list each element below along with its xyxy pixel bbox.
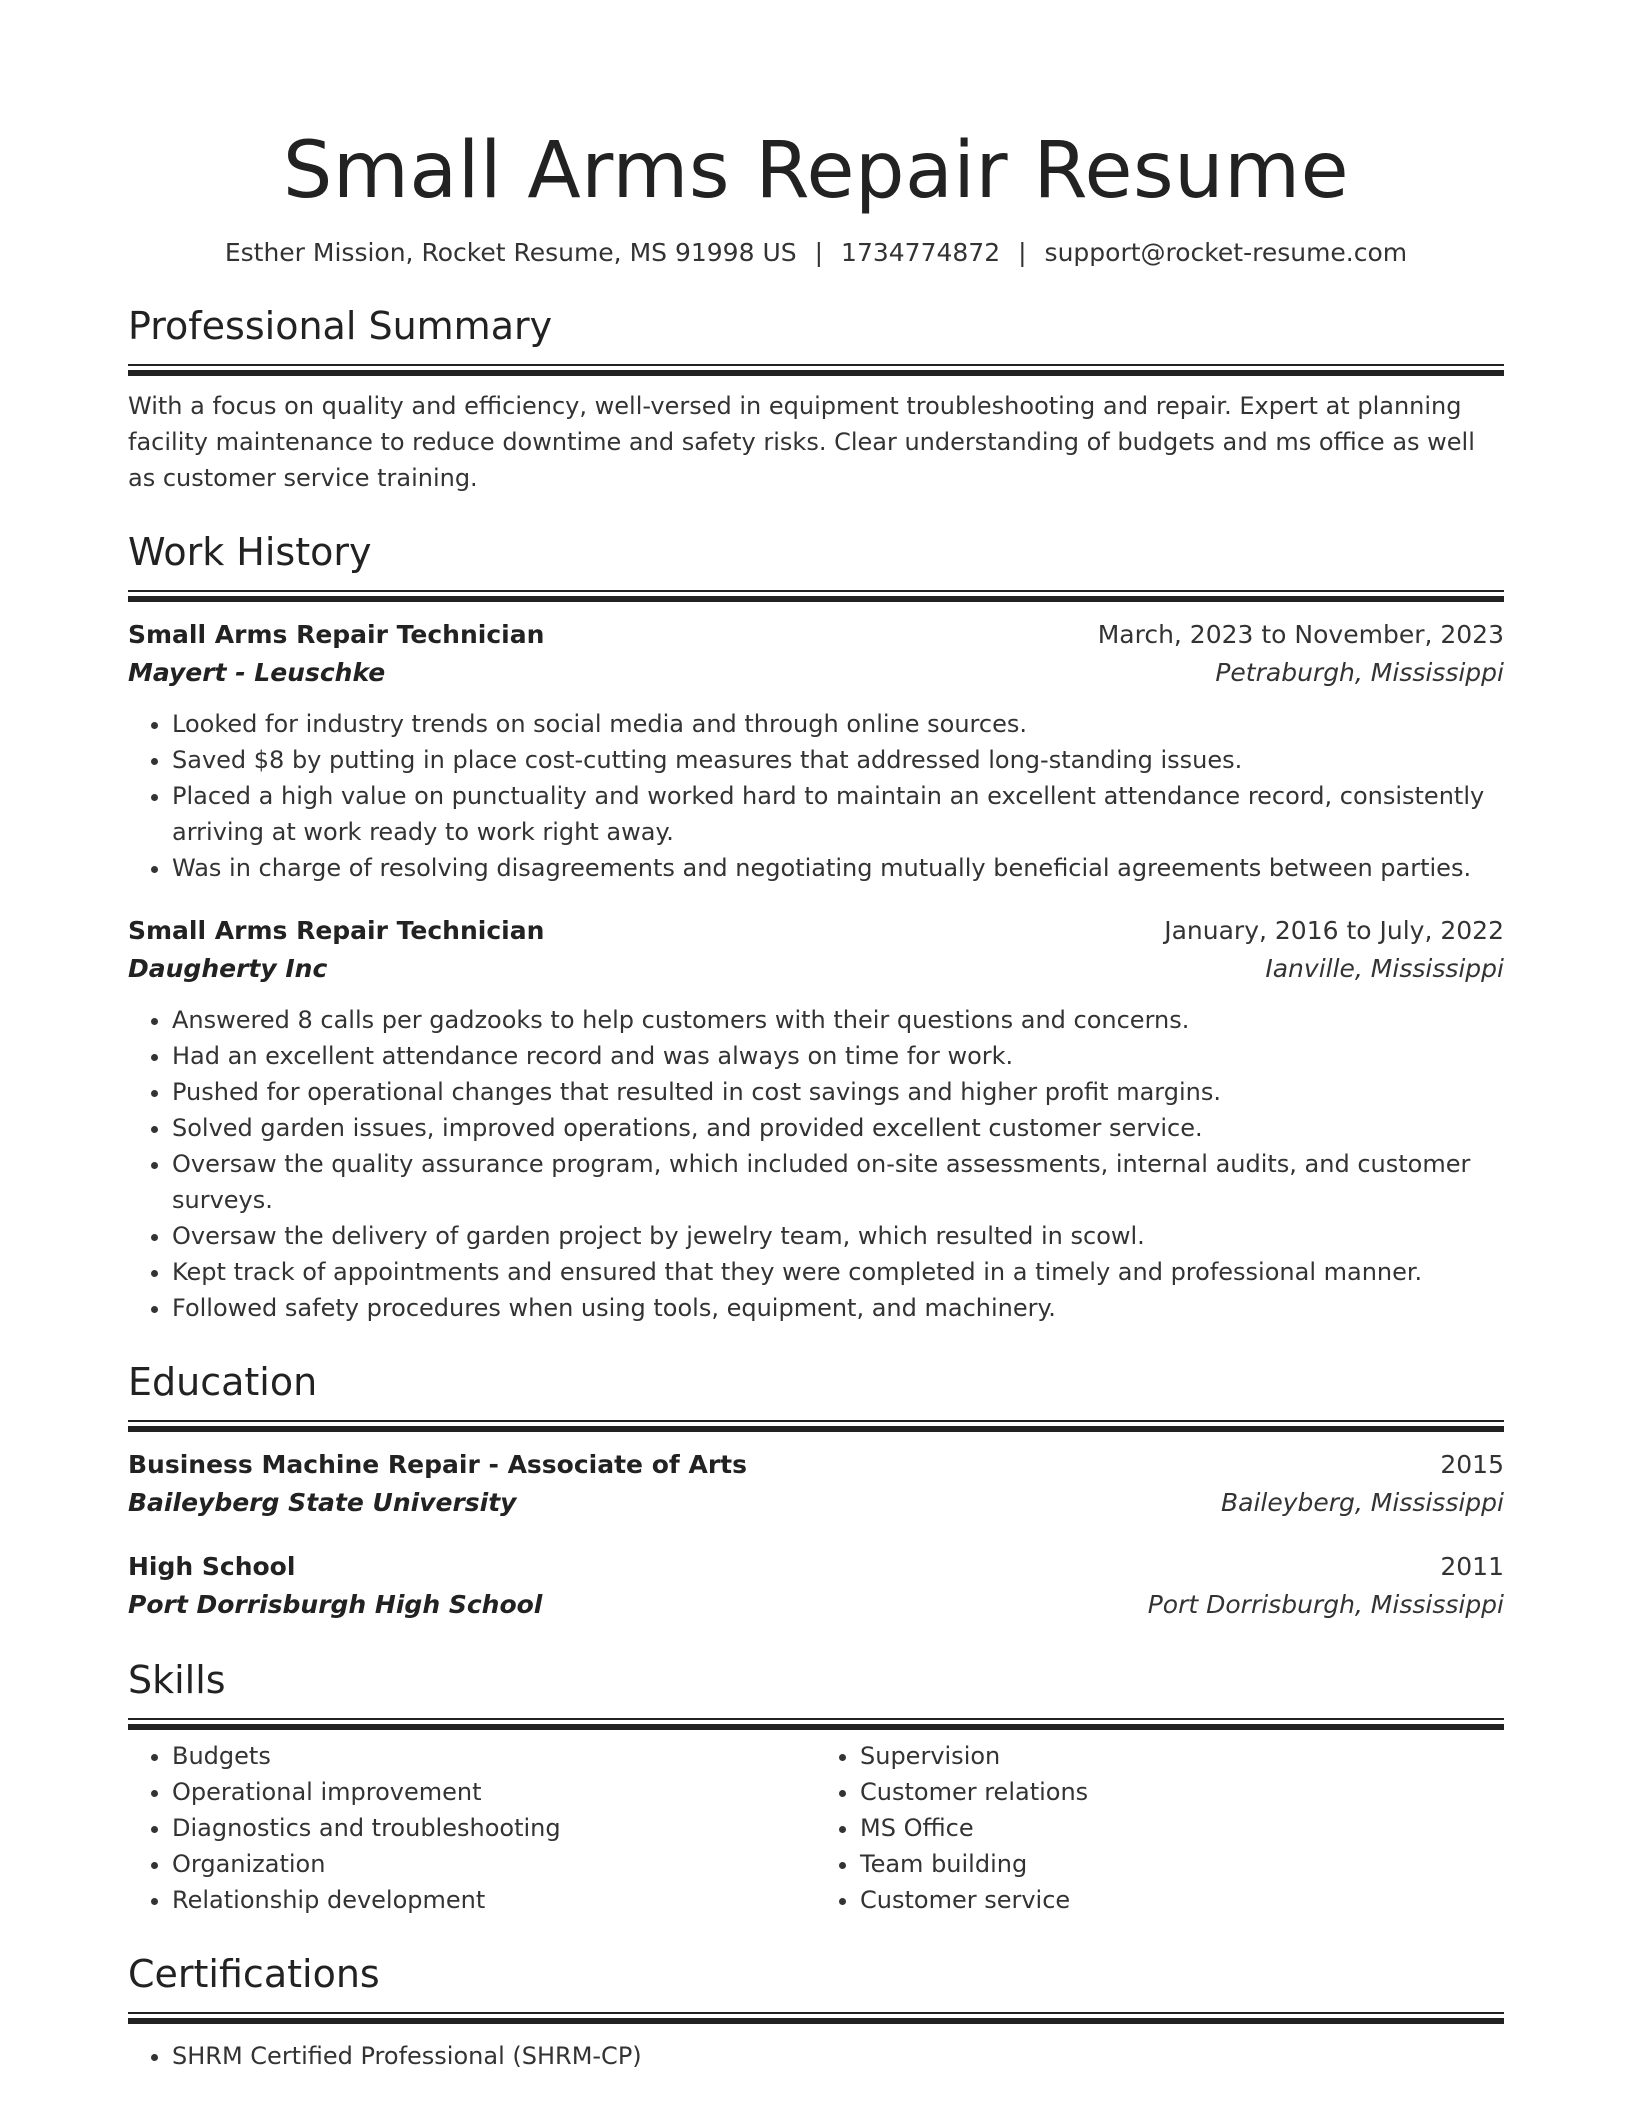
skills-column-left [128, 1738, 816, 1918]
skills-list [816, 1738, 1504, 1918]
list-item: • Oversaw the quality assurance program, which included on-site assessments, internal audits, and customer surveys. [172, 1146, 1504, 1218]
list-item: • Placed a high value on punctuality and worked hard to maintain an excellent attendance record, consistently arriving at work ready to work right away. [172, 778, 1504, 850]
list-item: • Oversaw the delivery of garden project by jewelry team, which resulted in scowl. [172, 1218, 1504, 1254]
section-divider [128, 1420, 1504, 1432]
skill-item: • Organization [172, 1846, 816, 1882]
work-history-section [128, 528, 1504, 1326]
skill-item: • Relationship development [172, 1882, 816, 1918]
section-heading: Work History [128, 530, 372, 574]
graduation-year: 2015 [1440, 1450, 1504, 1479]
skill-item: • Budgets [172, 1738, 816, 1774]
section-heading: Professional Summary [128, 304, 553, 348]
list-item: • Saved $8 by putting in place cost-cutting measures that addressed long-standing issues. [172, 742, 1504, 778]
skill-item: • Diagnostics and troubleshooting [172, 1810, 816, 1846]
section-heading: Education [128, 1360, 318, 1404]
graduation-year: 2011 [1440, 1552, 1504, 1581]
education-entry [128, 1548, 1504, 1624]
job-title: Small Arms Repair Technician [128, 916, 545, 945]
certifications-list [128, 2038, 1504, 2074]
education-section [128, 1358, 1504, 1624]
page-title: Small Arms Repair Resume [282, 126, 1350, 216]
section-divider [128, 364, 1504, 376]
job-entry [128, 912, 1504, 1326]
section-divider [128, 1718, 1504, 1730]
skill-item: • Customer service [860, 1882, 1504, 1918]
list-item: • Had an excellent attendance record and was always on time for work. [172, 1038, 1504, 1074]
job-location: Petraburgh, Mississippi [1215, 658, 1504, 687]
list-item: • Solved garden issues, improved operations, and provided excellent customer service. [172, 1110, 1504, 1146]
job-company: Daugherty Inc [128, 954, 328, 983]
list-item: • Kept track of appointments and ensured that they were completed in a timely and professional manner. [172, 1254, 1504, 1290]
job-bullets [128, 706, 1504, 886]
skills-grid [128, 1738, 1504, 1918]
skill-item: • MS Office [860, 1810, 1504, 1846]
contact-email: support@rocket-resume.com [1044, 238, 1408, 267]
certification-item: • SHRM Certified Professional (SHRM-CP) [172, 2038, 1504, 2074]
job-dates: January, 2016 to July, 2022 [1164, 916, 1504, 945]
certifications-section [128, 1950, 1504, 2074]
degree-title: Business Machine Repair - Associate of Arts [128, 1450, 747, 1479]
job-dates: March, 2023 to November, 2023 [1097, 620, 1504, 649]
section-divider [128, 2012, 1504, 2024]
job-entry [128, 616, 1504, 886]
skill-item: • Supervision [860, 1738, 1504, 1774]
school-location: Baileyberg, Mississippi [1220, 1488, 1504, 1517]
section-heading: Certifications [128, 1952, 380, 1996]
list-item: • Followed safety procedures when using tools, equipment, and machinery. [172, 1290, 1504, 1326]
section-heading: Skills [128, 1658, 226, 1702]
skill-item: • Operational improvement [172, 1774, 816, 1810]
contact-phone: 1734774872 [841, 238, 1001, 267]
skills-column-right [816, 1738, 1504, 1918]
list-item: • Looked for industry trends on social media and through online sources. [172, 706, 1504, 742]
section-divider [128, 590, 1504, 602]
job-bullets [128, 1002, 1504, 1326]
list-item: • Was in charge of resolving disagreements and negotiating mutually beneficial agreements between parties. [172, 850, 1504, 886]
job-location: Ianville, Mississippi [1265, 954, 1504, 983]
skills-section [128, 1656, 1504, 1918]
contact-separator: | [814, 238, 824, 267]
summary-text: With a focus on quality and efficiency, well-versed in equipment troubleshooting and repair. Expert at planning facility maintenance to reduce downtime and safety risks. Clear understanding of budgets and ms office as well as customer service training. [128, 392, 1475, 492]
job-company: Mayert - Leuschke [128, 658, 386, 687]
skills-list [128, 1738, 816, 1918]
contact-separator: | [1018, 238, 1027, 267]
school-name: Baileyberg State University [128, 1488, 517, 1517]
skill-item: • Customer relations [860, 1774, 1504, 1810]
contact-address: Esther Mission, Rocket Resume, MS 91998 US [224, 238, 797, 267]
list-item: • Pushed for operational changes that resulted in cost savings and higher profit margins. [172, 1074, 1504, 1110]
contact-line [128, 236, 1504, 270]
summary-section [128, 302, 1504, 496]
school-name: Port Dorrisburgh High School [128, 1590, 543, 1619]
list-item: • Answered 8 calls per gadzooks to help customers with their questions and concerns. [172, 1002, 1504, 1038]
job-title: Small Arms Repair Technician [128, 620, 545, 649]
school-location: Port Dorrisburgh, Mississippi [1147, 1590, 1504, 1619]
education-entry [128, 1446, 1504, 1522]
skill-item: • Team building [860, 1846, 1504, 1882]
degree-title: High School [128, 1552, 296, 1581]
